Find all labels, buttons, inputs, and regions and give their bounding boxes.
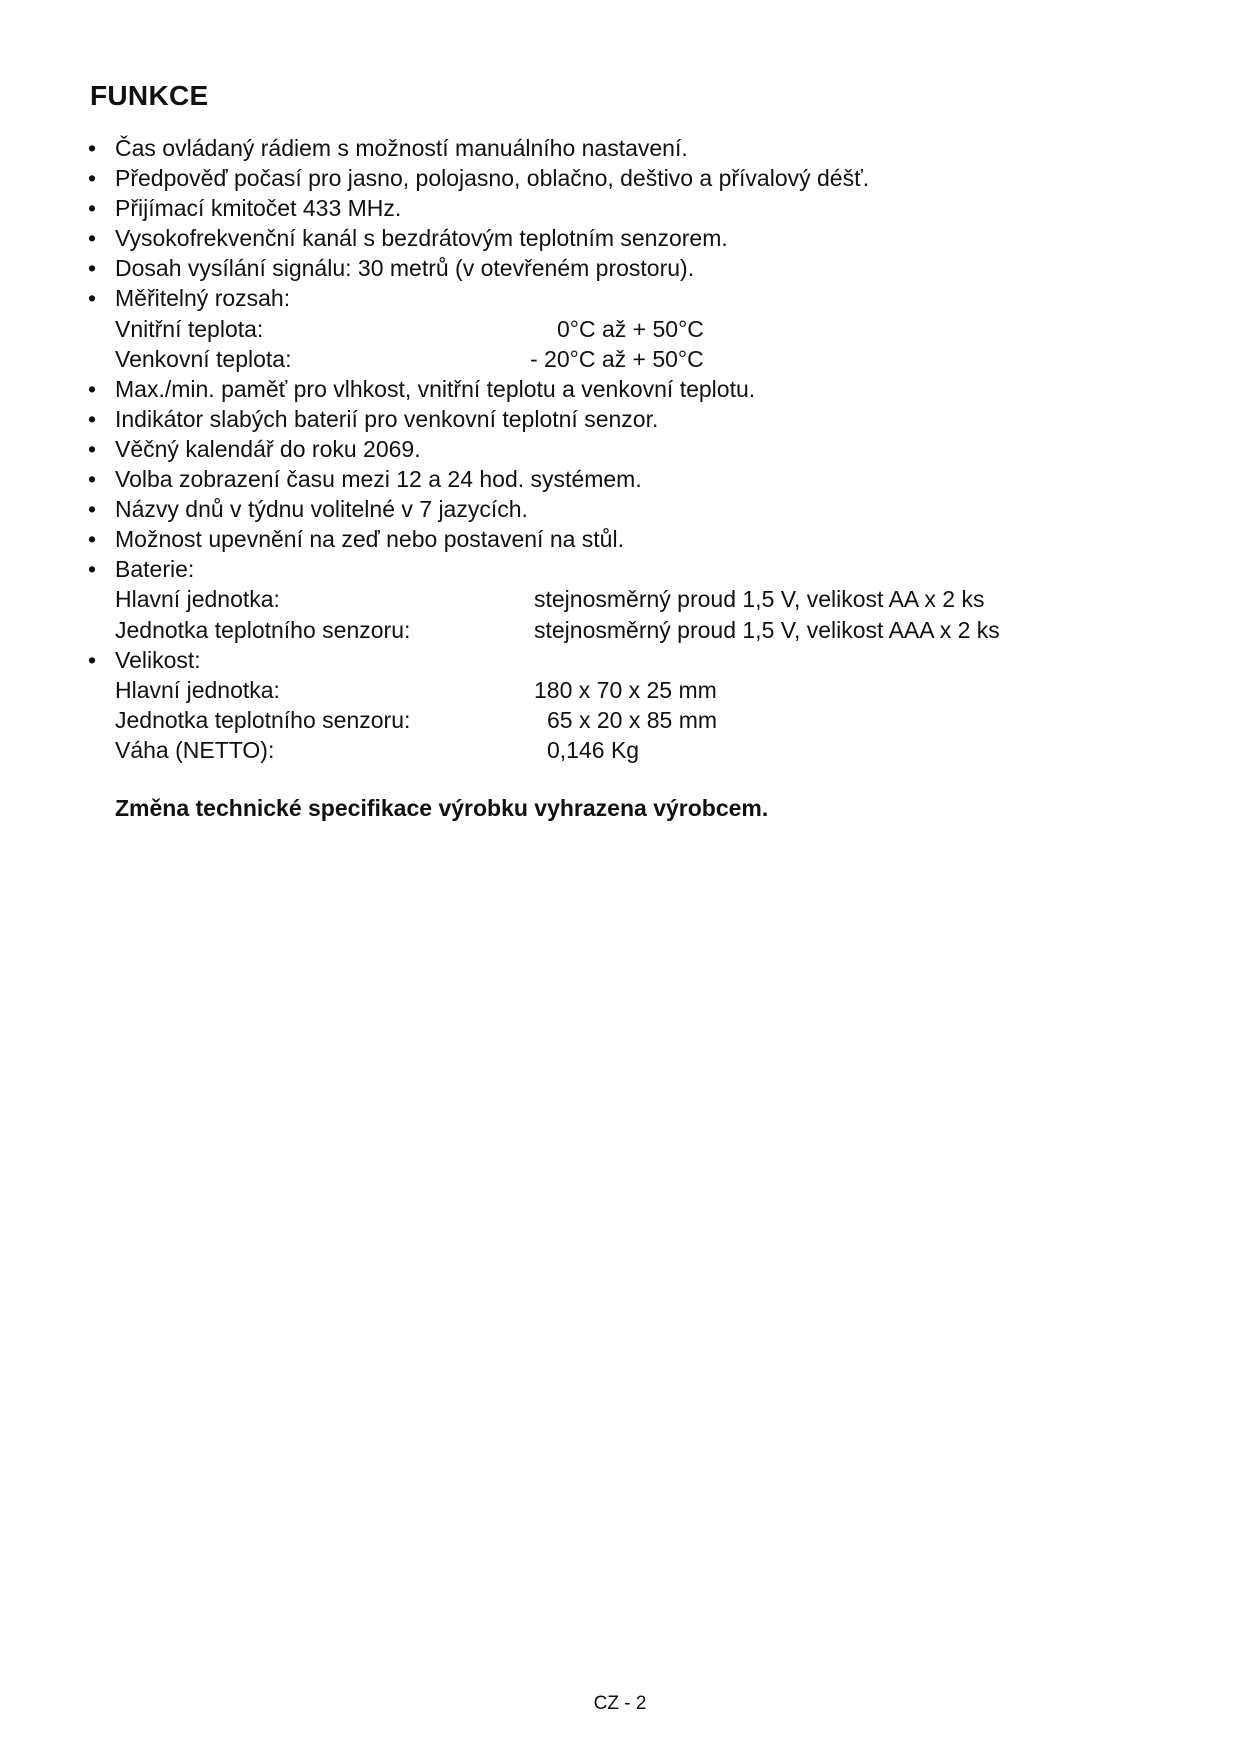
spec-row — [0, 584, 1240, 614]
bullet-icon: • — [88, 435, 97, 462]
spec-value: 0,146 Kg — [547, 736, 640, 763]
bullet-icon: • — [88, 135, 97, 161]
spec-value: stejnosměrný proud 1,5 V, velikost AA x 2 ks — [534, 586, 985, 613]
spec-row — [0, 615, 1240, 645]
spec-group-label: Velikost: — [115, 646, 201, 673]
list-item — [0, 133, 1240, 163]
bullet-icon: • — [88, 225, 97, 252]
spec-row — [0, 735, 1240, 765]
feature-text: Volba zobrazení času mezi 12 a 24 hod. systémem. — [115, 466, 642, 493]
feature-text: Dosah vysílání signálu: 30 metrů (v otevřeném prostoru). — [115, 255, 695, 282]
list-item-size — [0, 645, 1240, 675]
bullet-icon: • — [88, 405, 97, 432]
feature-text: Názvy dnů v týdnu volitelné v 7 jazycích. — [115, 496, 528, 523]
bullet-icon: • — [88, 556, 97, 583]
bullet-icon: • — [88, 195, 97, 222]
bullet-icon: • — [88, 496, 97, 523]
list-item — [0, 404, 1240, 434]
list-item-batteries — [0, 554, 1240, 584]
bullet-icon: • — [88, 285, 97, 312]
feature-text: Možnost upevnění na zeď nebo postavení na stůl. — [115, 526, 624, 553]
bullet-icon: • — [88, 165, 97, 192]
feature-text: Vysokofrekvenční kanál s bezdrátovým teplotním senzorem. — [115, 225, 728, 252]
spec-label: Jednotka teplotního senzoru: — [115, 616, 411, 643]
section-heading: FUNKCE — [90, 80, 209, 111]
bullet-icon: • — [88, 646, 97, 673]
list-item — [0, 434, 1240, 464]
list-item — [0, 223, 1240, 253]
spec-value: stejnosměrný proud 1,5 V, velikost AAA x 2 ks — [534, 616, 1000, 643]
spec-row — [0, 675, 1240, 705]
feature-text: Předpověď počasí pro jasno, polojasno, oblačno, deštivo a přívalový déšť. — [115, 165, 870, 192]
list-item — [0, 193, 1240, 223]
spec-row — [0, 344, 1240, 374]
spec-row — [0, 314, 1240, 344]
spec-row — [0, 705, 1240, 735]
spec-label: Vnitřní teplota: — [115, 315, 264, 342]
disclaimer-note: Změna technické specifikace výrobku vyhrazena výrobcem. — [115, 795, 769, 821]
spec-label: Hlavní jednotka: — [115, 676, 280, 703]
feature-text: Indikátor slabých baterií pro venkovní teplotní senzor. — [115, 405, 659, 432]
spec-value: 180 x 70 x 25 mm — [534, 676, 717, 703]
spec-value: - 20°C až + 50°C — [530, 345, 704, 372]
spec-group-label: Baterie: — [115, 556, 195, 583]
page-number: CZ - 2 — [593, 1693, 647, 1714]
bullet-icon: • — [88, 466, 97, 493]
list-item — [0, 524, 1240, 554]
bullet-icon: • — [88, 375, 97, 402]
feature-text: Přijímací kmitočet 433 MHz. — [115, 195, 402, 222]
spec-label: Venkovní teplota: — [115, 345, 292, 372]
list-item — [0, 374, 1240, 404]
feature-text: Věčný kalendář do roku 2069. — [115, 435, 421, 462]
feature-list — [0, 133, 1240, 765]
feature-text: Max./min. paměť pro vlhkost, vnitřní teplotu a venkovní teplotu. — [115, 375, 756, 402]
spec-value: 0°C až + 50°C — [557, 315, 704, 342]
list-item — [0, 464, 1240, 494]
bullet-icon: • — [88, 255, 97, 282]
spec-label: Jednotka teplotního senzoru: — [115, 706, 411, 733]
list-item — [0, 494, 1240, 524]
spec-label: Váha (NETTO): — [115, 736, 275, 763]
list-item — [0, 163, 1240, 193]
spec-group-label: Měřitelný rozsah: — [115, 285, 291, 312]
feature-text: Čas ovládaný rádiem s možností manuálního nastavení. — [115, 135, 688, 161]
spec-value: 65 x 20 x 85 mm — [547, 706, 718, 733]
list-item-measuring-range — [0, 283, 1240, 313]
spec-label: Hlavní jednotka: — [115, 586, 280, 613]
bullet-icon: • — [88, 526, 97, 553]
list-item — [0, 253, 1240, 283]
